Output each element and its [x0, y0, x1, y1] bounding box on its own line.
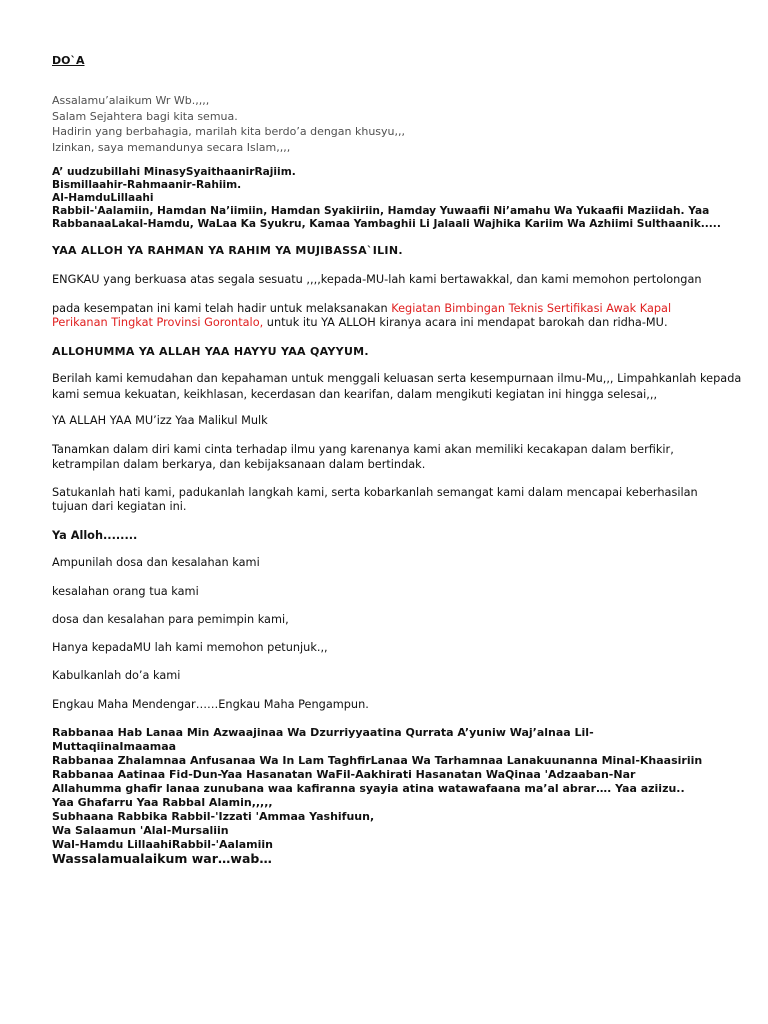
document-title: DO`A: [52, 54, 85, 67]
opening-line: Izinkan, saya memandunya secara Islam,,,,: [52, 141, 291, 154]
event-name: Kegiatan Bimbingan Teknis Sertifikasi Awak Kapal: [391, 302, 672, 315]
prayer-line: Hanya kepadaMU lah kami memohon petunjuk.,,: [52, 641, 328, 654]
closing-prayer-line: Rabbanaa Zhalamnaa Anfusanaa Wa In Lam TaghfirLanaa Wa Tarhamnaa Lanakuunanna Minal-Khaasiriin: [52, 754, 703, 767]
paragraph-event: [52, 302, 671, 316]
closing-prayer-line: Rabbanaa Aatinaa Fid-Dun-Yaa Hasanatan WaFil-Aakhirati Hasanatan WaQinaa 'Adzaaban-Nar: [52, 768, 636, 781]
closing-prayer-line: Wal-Hamdu LillaahiRabbil-'Aalamiin: [52, 838, 273, 851]
closing-prayer-line: Yaa Ghafarru Yaa Rabbal Alamin,,,,,: [52, 796, 273, 809]
opening-line: Assalamu’alaikum Wr Wb.,,,,: [52, 94, 210, 107]
prayer-line: Engkau Maha Mendengar……Engkau Maha Pengampun.: [52, 698, 369, 711]
closing-prayer-line: Wa Salaamun 'Alal-Mursaliin: [52, 824, 229, 837]
arabic-intro-line: Bismillaahir-Rahmaanir-Rahiim.: [52, 179, 242, 191]
paragraph-text: pada kesempatan ini kami telah hadir untuk melaksanakan: [52, 302, 392, 315]
event-name: Perikanan Tingkat Provinsi Gorontalo,: [52, 316, 264, 329]
paragraph-line: Satukanlah hati kami, padukanlah langkah kami, serta kobarkanlah semangat kami dalam mencapai keberhasilan: [52, 486, 698, 499]
ya-alloh-heading: Ya Alloh........: [52, 529, 138, 542]
paragraph-line: ketrampilan dalam berkarya, dan kebijaksanaan dalam bertindak.: [52, 458, 426, 471]
paragraph-text: untuk itu YA ALLOH kiranya acara ini mendapat barokah dan ridha-MU.: [263, 316, 668, 329]
paragraph-event: [52, 316, 668, 330]
closing-prayer-line: MuttaqiinaImaamaa: [52, 740, 177, 753]
prayer-line: Kabulkanlah do’a kami: [52, 669, 181, 682]
heading-invocation: ALLOHUMMA YA ALLAH YAA HAYYU YAA QAYYUM.: [52, 345, 369, 358]
prayer-line: kesalahan orang tua kami: [52, 585, 199, 598]
arabic-intro-line: Al-HamduLillaahi: [52, 192, 154, 204]
closing-salutation: Wassalamualaikum war…wab…: [52, 851, 272, 866]
paragraph-line: tujuan dari kegiatan ini.: [52, 500, 187, 513]
arabic-intro-line: A’ uudzubillahi MinasySyaithaanirRajiim.: [52, 166, 296, 178]
arabic-intro-line: RabbanaaLakal-Hamdu, WaLaa Ka Syukru, Kamaa Yambaghii Li Jalaali Wajhika Kariim Wa Azhiimi Sulthaanik.....: [52, 218, 721, 230]
opening-line: Hadirin yang berbahagia, marilah kita berdo’a dengan khusyu,,,: [52, 125, 406, 138]
closing-prayer-line: Allahumma ghafir lanaa zunubana waa kafiranna syayia atina watawafaana ma’al abrar…. Yaa aziizu..: [52, 782, 685, 795]
opening-line: Salam Sejahtera bagi kita semua.: [52, 110, 238, 123]
closing-prayer-line: Subhaana Rabbika Rabbil-'Izzati 'Ammaa Yashifuun,: [52, 810, 375, 823]
prayer-line: dosa dan kesalahan para pemimpin kami,: [52, 613, 289, 626]
closing-prayer-line: Rabbanaa Hab Lanaa Min Azwaajinaa Wa Dzurriyyaatina Qurrata A’yuniw Waj’alnaa Lil-: [52, 726, 594, 739]
prayer-line: Ampunilah dosa dan kesalahan kami: [52, 556, 260, 569]
paragraph-line: kami semua kekuatan, keikhlasan, kecerdasan dan kearifan, dalam mengikuti kegiatan ini hingga selesai,,,: [52, 388, 658, 401]
arabic-intro-line: Rabbil-'Aalamiin, Hamdan Na’iimiin, Hamdan Syakiiriin, Hamday Yuwaafii Ni’amahu Wa Yukaafii Maziidah. Yaa: [52, 205, 710, 217]
invocation: YA ALLAH YAA MU’izz Yaa Malikul Mulk: [52, 414, 268, 427]
heading-invocation: YAA ALLOH YA RAHMAN YA RAHIM YA MUJIBASSA`ILIN.: [52, 244, 403, 257]
paragraph-line: Tanamkan dalam diri kami cinta terhadap ilmu yang karenanya kami akan memiliki kecakapan dalam berfikir,: [52, 443, 674, 456]
paragraph-line: Berilah kami kemudahan dan kepahaman untuk menggali keluasan serta kesempurnaan ilmu-Mu,,, Limpahkanlah kepada: [52, 372, 742, 385]
paragraph: ENGKAU yang berkuasa atas segala sesuatu ,,,,kepada-MU-lah kami bertawakkal, dan kami memohon pertolongan: [52, 273, 702, 286]
